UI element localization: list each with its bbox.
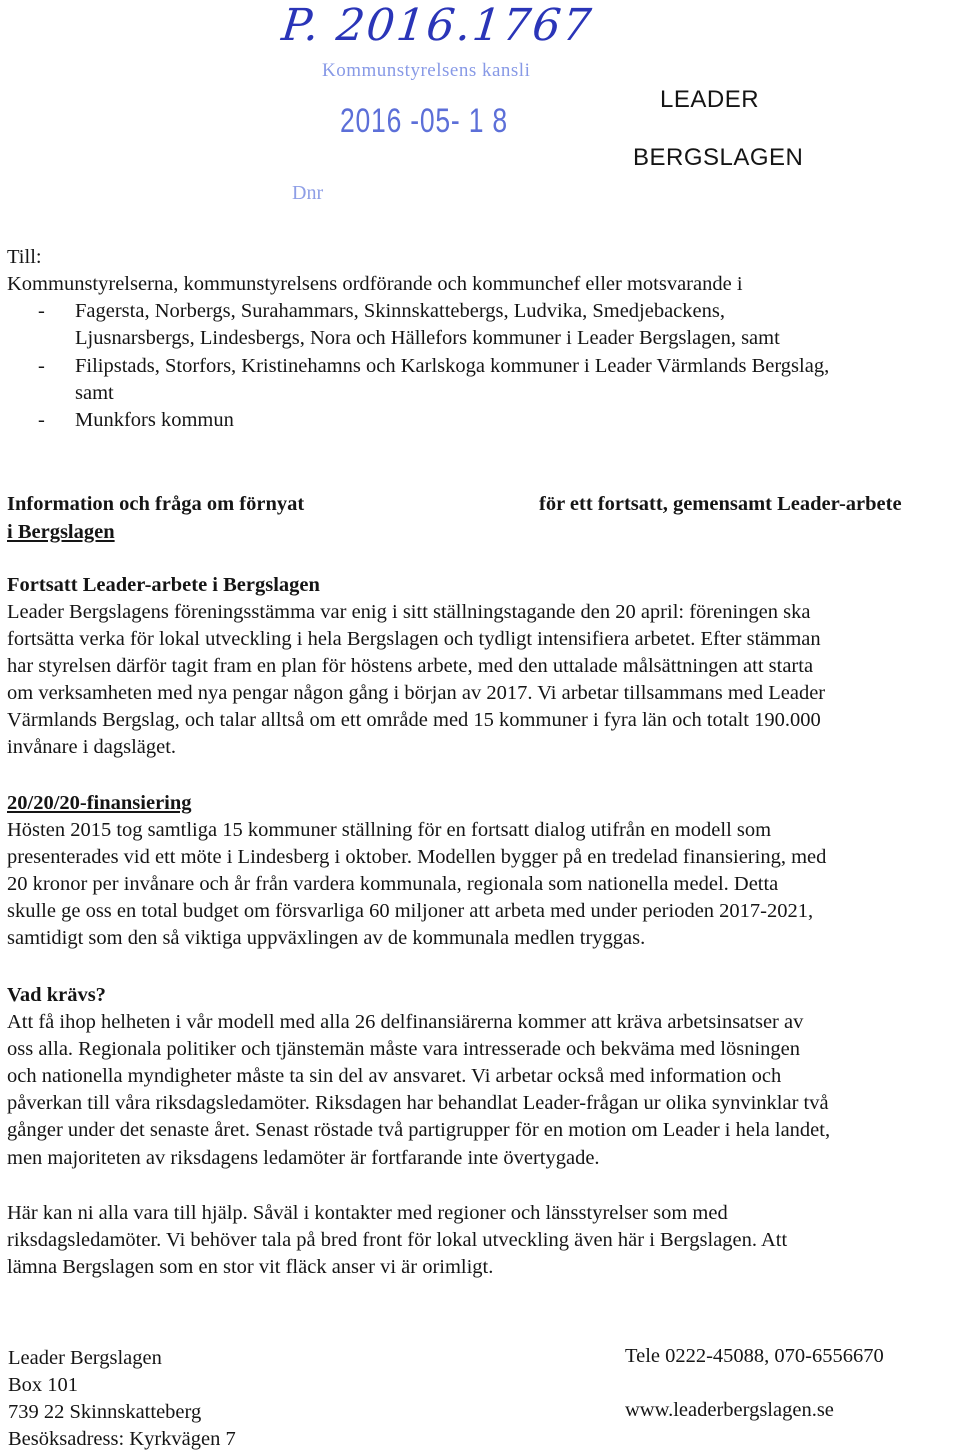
subject-part-1: Information och fråga om förnyat	[7, 493, 305, 515]
paragraph-line: riksdagsledamöter. Vi behöver tala på bred front för lokal utveckling även här i Bergslagen. Att	[7, 1229, 788, 1251]
recipient-item: Ljusnarsbergs, Lindesbergs, Nora och Hällefors kommuner i Leader Bergslagen, samt	[75, 327, 780, 349]
footer-org: Leader Bergslagen	[8, 1347, 162, 1369]
paragraph-line: Värmlands Bergslag, och talar alltså om ett område med 15 kommuner i fyra län och totalt 190.000	[7, 709, 821, 731]
stamp-office: Kommunstyrelsens kansli	[322, 60, 531, 81]
paragraph-line: om verksamheten med nya pengar någon gång i början av 2017. Vi arbetar tillsammans med Leader	[7, 682, 826, 704]
recipient-item: samt	[75, 382, 114, 404]
subject-part-3: i Bergslagen	[7, 521, 115, 543]
paragraph-line: oss alla. Regionala politiker och tjänstemän måste vara intresserade och bekväma med lösningen	[7, 1038, 800, 1060]
paragraph-line: presenterades vid ett möte i Lindesberg i oktober. Modellen bygger på en tredelad finansiering, med	[7, 846, 827, 868]
paragraph-line: påverkan till våra riksdagsledamöter. Riksdagen har behandlat Leader-frågan ur olika synvinklar två	[7, 1092, 829, 1114]
logo-line-2: BERGSLAGEN	[633, 144, 804, 171]
paragraph-line: fortsätta verka för lokal utveckling i hela Bergslagen och tydligt intensifiera arbetet. Efter stämman	[7, 628, 821, 650]
subject-part-2: för ett fortsatt, gemensamt Leader-arbete	[539, 493, 902, 515]
paragraph-line: 20 kronor per invånare och år från vardera kommunala, regionala som nationella medel. Detta	[7, 873, 779, 895]
section-heading: Fortsatt Leader-arbete i Bergslagen	[7, 574, 320, 596]
paragraph-line: lämna Bergslagen som en stor vit fläck anser vi är orimligt.	[7, 1256, 494, 1278]
logo-line-1: LEADER	[660, 86, 760, 113]
footer-website: www.leaderbergslagen.se	[625, 1399, 834, 1421]
section-heading: 20/20/20-finansiering	[7, 792, 192, 814]
recipient-item: Munkfors kommun	[75, 409, 234, 431]
recipient-item: Filipstads, Storfors, Kristinehamns och Karlskoga kommuner i Leader Värmlands Bergslag,	[75, 355, 830, 377]
paragraph-line: har styrelsen därför tagit fram en plan för höstens arbete, med den uttalade målsättningen att starta	[7, 655, 814, 677]
footer-postal: 739 22 Skinnskatteberg	[8, 1401, 202, 1423]
stamp-dnr: Dnr	[292, 182, 324, 204]
recipients-intro: Kommunstyrelserna, kommunstyrelsens ordförande och kommunchef eller motsvarande i	[7, 273, 743, 295]
footer-visit-address: Besöksadress: Kyrkvägen 7	[8, 1428, 236, 1450]
stamp-date: 2016 -05- 1 8	[340, 102, 508, 140]
bullet-dash: -	[38, 409, 45, 431]
handwritten-reference: P. 2016.1767	[279, 0, 596, 51]
bullet-dash: -	[38, 355, 45, 377]
paragraph-line: Hösten 2015 tog samtliga 15 kommuner ställning för en fortsatt dialog utifrån en modell som	[7, 819, 772, 841]
paragraph-line: invånare i dagsläget.	[7, 736, 177, 758]
paragraph-line: men majoriteten av riksdagens ledamöter är fortfarande inte övertygade.	[7, 1147, 600, 1169]
recipients-label: Till:	[7, 246, 42, 268]
paragraph-line: Att få ihop helheten i vår modell med alla 26 delfinansiärerna kommer att kräva arbetsinsatser av	[7, 1011, 804, 1033]
paragraph-line: Här kan ni alla vara till hjälp. Såväl i kontakter med regioner och länsstyrelser som med	[7, 1202, 728, 1224]
bullet-dash: -	[38, 300, 45, 322]
paragraph-line: skulle ge oss en total budget om försvarliga 60 miljoner att arbeta med under perioden 2017-2021,	[7, 900, 814, 922]
section-heading: Vad krävs?	[7, 984, 106, 1006]
recipient-item: Fagersta, Norbergs, Surahammars, Skinnskattebergs, Ludvika, Smedjebackens,	[75, 300, 725, 322]
paragraph-line: gånger under det senaste året. Senast röstade två partigrupper för en motion om Leader i hela landet,	[7, 1119, 831, 1141]
paragraph-line: samtidigt som den så viktiga uppväxlingen av de kommunala medlen tryggas.	[7, 927, 646, 949]
paragraph-line: Leader Bergslagens föreningsstämma var enig i sitt ställningstagande den 20 april: föreningen ska	[7, 601, 811, 623]
footer-box: Box 101	[8, 1374, 79, 1396]
paragraph-line: och nationella myndigheter måste ta sin del av ansvaret. Vi arbetar också med information och	[7, 1065, 782, 1087]
footer-phone: Tele 0222-45088, 070-6556670	[625, 1345, 884, 1367]
